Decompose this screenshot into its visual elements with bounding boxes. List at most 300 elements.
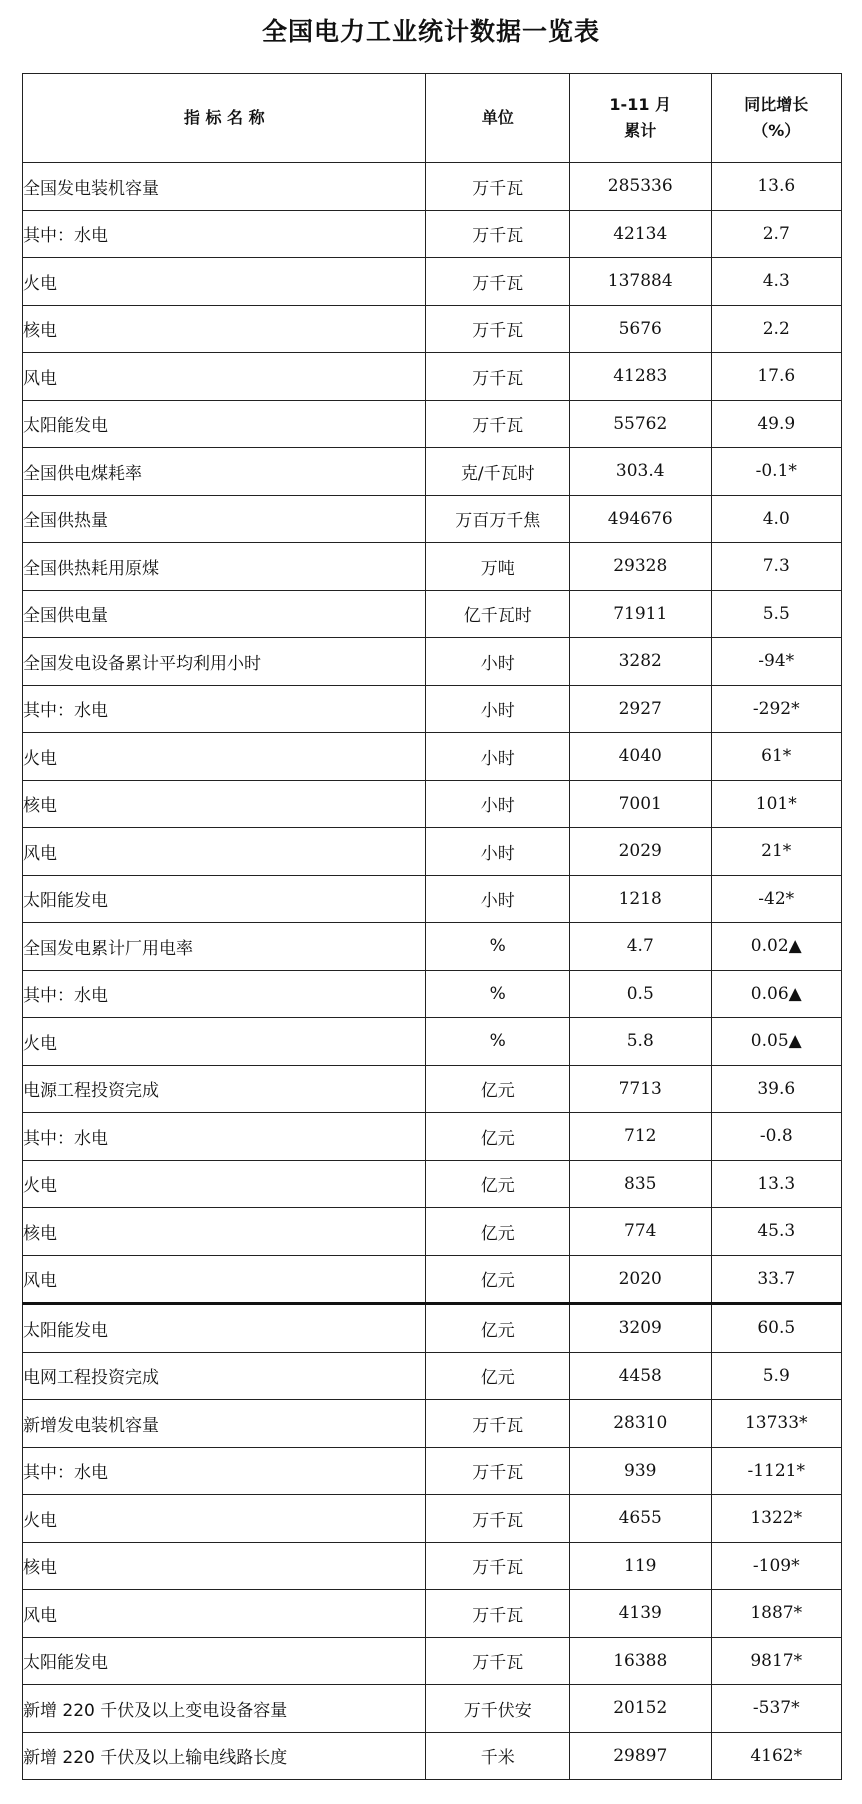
cell-unit-text: % — [489, 983, 506, 1004]
cell-yoy-growth-text: 2.7 — [762, 223, 790, 244]
cell-yoy-growth-text: 13.6 — [757, 176, 796, 197]
cell-indicator-name-text: 新增 220 千伏及以上变电设备容量 — [23, 1700, 288, 1721]
cell-unit — [426, 353, 570, 401]
cell-unit — [426, 543, 570, 591]
table-row — [23, 400, 842, 448]
cell-yoy-growth — [711, 828, 842, 876]
cell-unit-text: 万千瓦 — [472, 1605, 524, 1626]
cell-indicator-name-text: 全国供热耗用原煤 — [23, 558, 159, 579]
cell-indicator-name — [23, 638, 426, 686]
cell-cumulative — [569, 923, 711, 971]
cell-unit — [426, 1495, 570, 1543]
cell-yoy-growth-text: 60.5 — [757, 1318, 796, 1339]
cell-unit-text: 万千瓦 — [472, 321, 524, 342]
cell-indicator-name — [23, 780, 426, 828]
cell-unit-text: 万千瓦 — [472, 1415, 524, 1436]
cell-unit — [426, 1542, 570, 1590]
table-row — [23, 448, 842, 496]
cell-cumulative — [569, 210, 711, 258]
table-row — [23, 495, 842, 543]
cell-unit-text: 万千瓦 — [472, 1463, 524, 1484]
cell-indicator-name — [23, 970, 426, 1018]
cell-unit — [426, 258, 570, 306]
cell-cumulative-text: 5676 — [618, 318, 662, 339]
cell-unit — [426, 1685, 570, 1733]
cell-unit — [426, 590, 570, 638]
cell-cumulative — [569, 1685, 711, 1733]
cell-yoy-growth-text: -292* — [752, 698, 800, 719]
cell-cumulative-text: 774 — [624, 1221, 657, 1242]
cell-unit — [426, 1113, 570, 1161]
cell-unit — [426, 1160, 570, 1208]
cell-yoy-growth — [711, 1637, 842, 1685]
cell-unit-text: 亿元 — [480, 1081, 515, 1102]
cell-unit-text: 亿元 — [480, 1368, 515, 1389]
cell-cumulative-text: 7713 — [618, 1078, 662, 1099]
cell-indicator-name-text: 全国发电累计厂用电率 — [23, 938, 193, 959]
cell-cumulative — [569, 1495, 711, 1543]
table-row — [23, 685, 842, 733]
table-row — [23, 923, 842, 971]
column-header-yoy-line2: （%） — [752, 121, 801, 140]
cell-cumulative — [569, 590, 711, 638]
cell-cumulative-text: 137884 — [607, 271, 673, 292]
cell-cumulative — [569, 875, 711, 923]
cell-cumulative-text: 0.5 — [626, 983, 654, 1004]
cell-unit — [426, 923, 570, 971]
column-header-cumulative-line1: 1-11 月 — [609, 95, 672, 114]
cell-indicator-name-text: 风电 — [23, 1271, 57, 1292]
cell-yoy-growth — [711, 1685, 842, 1733]
cell-cumulative-text: 119 — [624, 1555, 657, 1576]
cell-indicator-name — [23, 1732, 426, 1780]
cell-yoy-growth — [711, 1352, 842, 1400]
cell-unit-text: 万吨 — [480, 558, 515, 579]
cell-cumulative-text: 71911 — [613, 603, 668, 624]
cell-yoy-growth-text: -0.1* — [755, 461, 797, 482]
cell-indicator-name — [23, 1400, 426, 1448]
cell-cumulative-text: 4458 — [618, 1365, 662, 1386]
cell-cumulative-text: 285336 — [607, 176, 673, 197]
table-row — [23, 258, 842, 306]
cell-unit-text: 千米 — [480, 1748, 515, 1769]
cell-indicator-name — [23, 210, 426, 258]
cell-yoy-growth-text: 21* — [761, 841, 792, 862]
cell-cumulative — [569, 400, 711, 448]
cell-unit-text: 万千瓦 — [472, 416, 524, 437]
table-row — [23, 353, 842, 401]
cell-indicator-name-text: 太阳能发电 — [23, 416, 108, 437]
cell-indicator-name — [23, 1160, 426, 1208]
cell-unit-text: 小时 — [480, 748, 515, 769]
cell-unit-text: % — [489, 936, 506, 957]
cell-indicator-name-text: 新增发电装机容量 — [23, 1415, 159, 1436]
cell-yoy-growth — [711, 163, 842, 211]
cell-yoy-growth-text: 13733* — [744, 1413, 808, 1434]
cell-cumulative — [569, 1400, 711, 1448]
table-row — [23, 1304, 842, 1353]
cell-indicator-name — [23, 543, 426, 591]
cell-yoy-growth-text: 1887* — [750, 1603, 803, 1624]
cell-unit — [426, 210, 570, 258]
cell-cumulative — [569, 1590, 711, 1638]
cell-unit-text: 小时 — [480, 843, 515, 864]
column-header-unit — [426, 74, 570, 163]
cell-indicator-name-text: 电网工程投资完成 — [23, 1368, 159, 1389]
page-title: 全国电力工业统计数据一览表 — [261, 17, 600, 46]
cell-unit-text: 万百万千焦 — [455, 511, 541, 532]
cell-cumulative — [569, 258, 711, 306]
cell-yoy-growth — [711, 638, 842, 686]
cell-unit-text: 小时 — [480, 796, 515, 817]
cell-indicator-name-text: 电源工程投资完成 — [23, 1081, 159, 1102]
cell-unit — [426, 828, 570, 876]
cell-yoy-growth-text: -1121* — [747, 1460, 805, 1481]
cell-unit-text: 小时 — [480, 653, 515, 674]
cell-yoy-growth-text: 9817* — [750, 1650, 803, 1671]
cell-yoy-growth — [711, 1018, 842, 1066]
cell-cumulative — [569, 495, 711, 543]
table-row — [23, 1495, 842, 1543]
table-body — [23, 163, 842, 1780]
cell-unit-text: 小时 — [480, 701, 515, 722]
cell-yoy-growth-text: -42* — [758, 888, 795, 909]
cell-yoy-growth-text: 2.2 — [762, 318, 790, 339]
cell-unit-text: 万千瓦 — [472, 178, 524, 199]
cell-cumulative-text: 2927 — [618, 698, 662, 719]
cell-yoy-growth-text: 101* — [755, 793, 797, 814]
table-row — [23, 1113, 842, 1161]
cell-yoy-growth — [711, 1113, 842, 1161]
cell-yoy-growth-text: 45.3 — [757, 1221, 796, 1242]
cell-unit-text: 亿元 — [480, 1320, 515, 1341]
column-header-cumulative-line2: 累计 — [624, 121, 657, 140]
cell-indicator-name-text: 太阳能发电 — [23, 891, 108, 912]
cell-indicator-name-text: 全国供电量 — [23, 606, 108, 627]
table-row — [23, 1400, 842, 1448]
cell-cumulative — [569, 828, 711, 876]
cell-indicator-name-text: 火电 — [23, 1033, 57, 1054]
cell-yoy-growth — [711, 210, 842, 258]
table-row — [23, 1685, 842, 1733]
cell-cumulative — [569, 1304, 711, 1353]
table-row — [23, 305, 842, 353]
cell-cumulative — [569, 1113, 711, 1161]
cell-unit-text: 亿元 — [480, 1128, 515, 1149]
cell-indicator-name — [23, 1590, 426, 1638]
table-row — [23, 1447, 842, 1495]
cell-indicator-name — [23, 875, 426, 923]
cell-cumulative — [569, 1637, 711, 1685]
cell-unit-text: 万千瓦 — [472, 1558, 524, 1579]
cell-yoy-growth — [711, 1542, 842, 1590]
cell-yoy-growth-text: 39.6 — [757, 1078, 796, 1099]
cell-yoy-growth — [711, 1160, 842, 1208]
cell-cumulative-text: 16388 — [613, 1650, 668, 1671]
cell-cumulative-text: 7001 — [618, 793, 662, 814]
cell-indicator-name-text: 全国发电装机容量 — [23, 178, 159, 199]
cell-yoy-growth-text: 61* — [761, 746, 792, 767]
cell-cumulative-text: 2029 — [618, 841, 662, 862]
table-row — [23, 1018, 842, 1066]
column-header-name — [23, 74, 426, 163]
table-row — [23, 1590, 842, 1638]
cell-cumulative-text: 41283 — [613, 366, 668, 387]
table-row — [23, 638, 842, 686]
cell-cumulative — [569, 163, 711, 211]
cell-yoy-growth-text: 4162* — [750, 1745, 803, 1766]
cell-indicator-name-text: 核电 — [23, 796, 57, 817]
table-row — [23, 1255, 842, 1304]
cell-indicator-name-text: 风电 — [23, 843, 57, 864]
cell-unit — [426, 638, 570, 686]
cell-indicator-name-text: 风电 — [23, 368, 57, 389]
cell-unit — [426, 875, 570, 923]
table-row — [23, 1542, 842, 1590]
cell-indicator-name — [23, 828, 426, 876]
table-header-row — [23, 74, 842, 163]
cell-unit-text: 小时 — [480, 891, 515, 912]
cell-cumulative-text: 29328 — [613, 556, 668, 577]
cell-unit — [426, 1255, 570, 1304]
cell-indicator-name-text: 全国供电煤耗率 — [23, 463, 142, 484]
cell-yoy-growth — [711, 495, 842, 543]
cell-yoy-growth — [711, 1255, 842, 1304]
cell-unit — [426, 1352, 570, 1400]
cell-indicator-name-text: 其中：水电 — [23, 226, 108, 247]
cell-unit — [426, 1732, 570, 1780]
cell-unit — [426, 163, 570, 211]
cell-yoy-growth-text: -0.8 — [759, 1126, 793, 1147]
cell-unit — [426, 1304, 570, 1353]
cell-cumulative — [569, 1352, 711, 1400]
cell-indicator-name — [23, 353, 426, 401]
cell-yoy-growth-text: -94* — [758, 651, 795, 672]
cell-indicator-name-text: 火电 — [23, 1176, 57, 1197]
cell-unit — [426, 1637, 570, 1685]
cell-indicator-name — [23, 1113, 426, 1161]
cell-cumulative — [569, 733, 711, 781]
cell-unit — [426, 733, 570, 781]
cell-indicator-name-text: 太阳能发电 — [23, 1653, 108, 1674]
cell-indicator-name — [23, 1255, 426, 1304]
cell-yoy-growth-text: 5.9 — [762, 1365, 790, 1386]
cell-indicator-name-text: 核电 — [23, 321, 57, 342]
cell-unit — [426, 1447, 570, 1495]
statistics-table — [22, 73, 842, 1780]
cell-yoy-growth-text: 1322* — [750, 1508, 803, 1529]
cell-unit — [426, 685, 570, 733]
cell-cumulative-text: 42134 — [613, 223, 668, 244]
cell-cumulative-text: 3209 — [618, 1318, 662, 1339]
cell-yoy-growth — [711, 1065, 842, 1113]
cell-indicator-name-text: 太阳能发电 — [23, 1320, 108, 1341]
cell-indicator-name — [23, 1542, 426, 1590]
cell-unit-text: 万千瓦 — [472, 1510, 524, 1531]
cell-cumulative — [569, 543, 711, 591]
cell-yoy-growth-text: 5.5 — [762, 603, 790, 624]
cell-yoy-growth — [711, 448, 842, 496]
cell-yoy-growth-text: 17.6 — [757, 366, 796, 387]
cell-yoy-growth — [711, 1495, 842, 1543]
cell-unit — [426, 1018, 570, 1066]
cell-yoy-growth-text: 4.0 — [762, 508, 790, 529]
cell-cumulative-text: 1218 — [618, 888, 662, 909]
cell-yoy-growth-text: 0.02▲ — [750, 936, 802, 957]
cell-yoy-growth — [711, 1304, 842, 1353]
cell-unit — [426, 1590, 570, 1638]
cell-indicator-name — [23, 1304, 426, 1353]
cell-indicator-name-text: 火电 — [23, 1510, 57, 1531]
cell-cumulative — [569, 1447, 711, 1495]
column-header-name-text: 指 标 名 称 — [183, 108, 265, 127]
cell-cumulative — [569, 1542, 711, 1590]
cell-unit-text: 万千瓦 — [472, 368, 524, 389]
cell-yoy-growth-text: 13.3 — [757, 1173, 796, 1194]
cell-unit-text: % — [489, 1031, 506, 1052]
cell-indicator-name-text: 新增 220 千伏及以上输电线路长度 — [23, 1748, 288, 1769]
cell-indicator-name — [23, 1447, 426, 1495]
cell-indicator-name-text: 全国供热量 — [23, 511, 108, 532]
cell-cumulative-text: 4139 — [618, 1603, 662, 1624]
cell-indicator-name — [23, 1018, 426, 1066]
cell-cumulative — [569, 1732, 711, 1780]
cell-cumulative-text: 55762 — [613, 413, 668, 434]
cell-indicator-name — [23, 1495, 426, 1543]
cell-unit — [426, 780, 570, 828]
cell-cumulative-text: 303.4 — [615, 461, 665, 482]
cell-yoy-growth — [711, 923, 842, 971]
cell-indicator-name — [23, 1637, 426, 1685]
cell-yoy-growth-text: 7.3 — [762, 556, 790, 577]
cell-indicator-name-text: 其中：水电 — [23, 701, 108, 722]
cell-indicator-name — [23, 685, 426, 733]
cell-indicator-name — [23, 258, 426, 306]
cell-yoy-growth — [711, 400, 842, 448]
cell-cumulative — [569, 448, 711, 496]
cell-indicator-name — [23, 448, 426, 496]
cell-unit-text: 亿元 — [480, 1271, 515, 1292]
table-row — [23, 1352, 842, 1400]
cell-indicator-name-text: 火电 — [23, 748, 57, 769]
cell-yoy-growth — [711, 970, 842, 1018]
table-row — [23, 875, 842, 923]
cell-cumulative-text: 939 — [624, 1460, 657, 1481]
cell-indicator-name — [23, 1065, 426, 1113]
table-row — [23, 590, 842, 638]
cell-cumulative-text: 4040 — [618, 746, 662, 767]
cell-yoy-growth — [711, 305, 842, 353]
cell-indicator-name-text: 火电 — [23, 273, 57, 294]
column-header-cumulative — [569, 74, 711, 163]
table-row — [23, 1208, 842, 1256]
table-row — [23, 543, 842, 591]
cell-cumulative-text: 712 — [624, 1126, 657, 1147]
cell-indicator-name-text: 核电 — [23, 1558, 57, 1579]
table-header — [23, 74, 842, 163]
table-row — [23, 1732, 842, 1780]
table-row — [23, 828, 842, 876]
cell-indicator-name — [23, 590, 426, 638]
table-row — [23, 780, 842, 828]
cell-yoy-growth — [711, 1590, 842, 1638]
column-header-yoy — [711, 74, 842, 163]
cell-yoy-growth-text: 49.9 — [757, 413, 796, 434]
cell-unit — [426, 495, 570, 543]
cell-unit — [426, 400, 570, 448]
cell-yoy-growth — [711, 1447, 842, 1495]
cell-cumulative — [569, 780, 711, 828]
cell-unit-text: 亿元 — [480, 1176, 515, 1197]
cell-indicator-name — [23, 1208, 426, 1256]
cell-cumulative-text: 2020 — [618, 1268, 662, 1289]
cell-indicator-name — [23, 495, 426, 543]
cell-indicator-name — [23, 400, 426, 448]
cell-unit — [426, 970, 570, 1018]
table-row — [23, 210, 842, 258]
cell-indicator-name-text: 其中：水电 — [23, 1128, 108, 1149]
cell-yoy-growth — [711, 733, 842, 781]
cell-cumulative-text: 28310 — [613, 1413, 668, 1434]
cell-yoy-growth-text: 33.7 — [757, 1268, 796, 1289]
table-row — [23, 1160, 842, 1208]
cell-cumulative — [569, 1255, 711, 1304]
cell-yoy-growth — [711, 258, 842, 306]
table-row — [23, 970, 842, 1018]
cell-cumulative — [569, 638, 711, 686]
cell-indicator-name — [23, 733, 426, 781]
cell-cumulative-text: 29897 — [613, 1745, 668, 1766]
cell-cumulative — [569, 970, 711, 1018]
cell-cumulative-text: 3282 — [618, 651, 662, 672]
cell-unit — [426, 448, 570, 496]
cell-yoy-growth — [711, 1732, 842, 1780]
cell-yoy-growth — [711, 875, 842, 923]
cell-cumulative-text: 4655 — [618, 1508, 662, 1529]
cell-yoy-growth — [711, 780, 842, 828]
cell-indicator-name-text: 全国发电设备累计平均利用小时 — [23, 653, 261, 674]
cell-unit — [426, 1065, 570, 1113]
cell-unit-text: 亿元 — [480, 1223, 515, 1244]
cell-yoy-growth-text: 0.05▲ — [750, 1031, 802, 1052]
cell-cumulative — [569, 353, 711, 401]
cell-cumulative-text: 5.8 — [626, 1031, 654, 1052]
cell-cumulative-text: 20152 — [613, 1698, 668, 1719]
cell-indicator-name — [23, 923, 426, 971]
cell-unit-text: 万千伏安 — [463, 1700, 532, 1721]
cell-indicator-name — [23, 305, 426, 353]
cell-yoy-growth — [711, 1400, 842, 1448]
table-row — [23, 1065, 842, 1113]
cell-indicator-name — [23, 1352, 426, 1400]
cell-yoy-growth — [711, 685, 842, 733]
column-header-unit-text: 单位 — [481, 108, 514, 127]
cell-cumulative-text: 835 — [624, 1173, 657, 1194]
cell-unit-text: 万千瓦 — [472, 1653, 524, 1674]
cell-cumulative-text: 494676 — [607, 508, 673, 529]
column-header-yoy-line1: 同比增长 — [744, 95, 809, 114]
table-row — [23, 163, 842, 211]
cell-cumulative — [569, 1160, 711, 1208]
cell-yoy-growth — [711, 543, 842, 591]
cell-indicator-name-text: 其中：水电 — [23, 1463, 108, 1484]
cell-cumulative — [569, 1018, 711, 1066]
cell-unit — [426, 305, 570, 353]
cell-unit — [426, 1208, 570, 1256]
cell-indicator-name-text: 核电 — [23, 1223, 57, 1244]
table-row — [23, 733, 842, 781]
cell-unit-text: 万千瓦 — [472, 273, 524, 294]
